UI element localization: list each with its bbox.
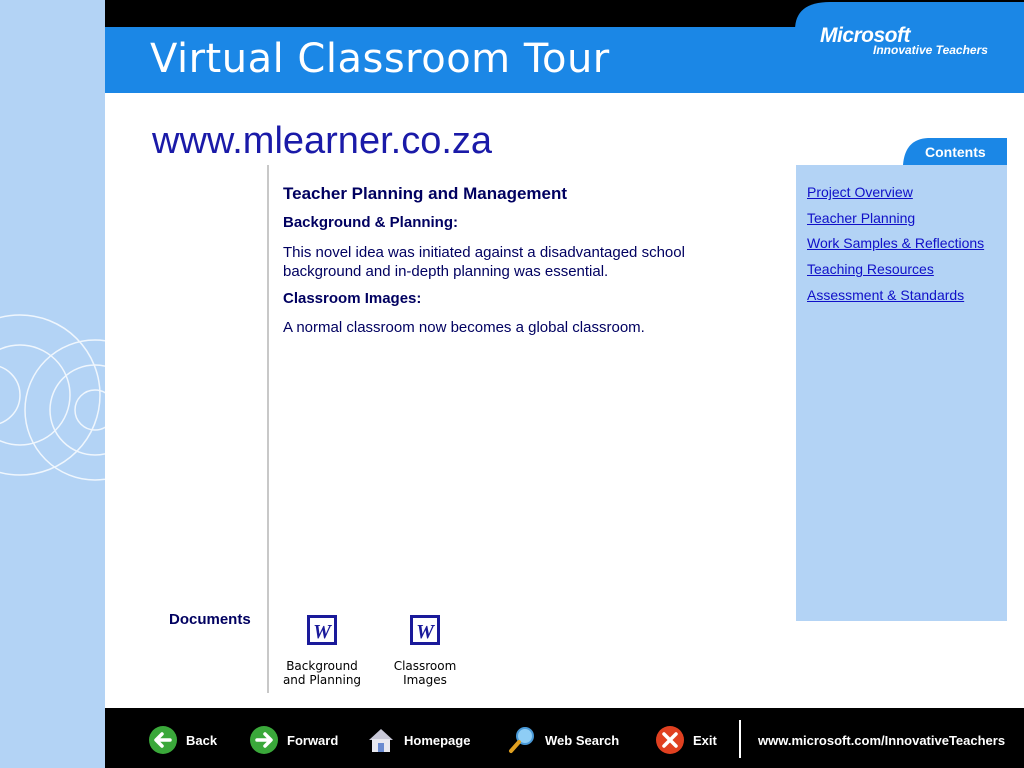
homepage-button[interactable] xyxy=(366,722,470,758)
word-document-icon xyxy=(306,614,338,646)
nav-link-teaching-resources[interactable]: Teaching Resources xyxy=(807,261,934,277)
document-label-line2: and Planning xyxy=(282,673,362,687)
exit-button-label: Exit xyxy=(693,732,717,748)
section-title-classroom-images: Classroom Images: xyxy=(283,290,422,307)
nav-link-work-samples[interactable]: Work Samples & Reflections xyxy=(807,235,985,251)
back-button-label: Back xyxy=(186,732,218,748)
decorative-side-panel xyxy=(0,0,105,768)
forward-button-label: Forward xyxy=(287,732,339,748)
concentric-circles-decoration xyxy=(0,0,105,768)
web-search-button[interactable] xyxy=(507,722,619,758)
svg-text:W: W xyxy=(313,621,331,643)
forward-arrow-icon xyxy=(249,725,279,755)
back-button[interactable] xyxy=(148,722,217,758)
web-search-button-label: Web Search xyxy=(545,732,620,748)
forward-button[interactable] xyxy=(249,722,338,758)
back-arrow-icon xyxy=(148,725,178,755)
section-title-background: Background & Planning: xyxy=(283,214,459,231)
microsoft-innovative-teachers-link[interactable]: www.microsoft.com/InnovativeTeachers xyxy=(758,733,1006,748)
nav-link-assessment-standards[interactable]: Assessment & Standards xyxy=(807,287,965,303)
magnifier-search-icon xyxy=(507,725,537,755)
exit-button[interactable] xyxy=(655,722,717,758)
document-label-line1: Classroom Images xyxy=(393,659,457,687)
documents-label: Documents xyxy=(169,611,251,628)
site-url-heading: www.mlearner.co.za xyxy=(152,120,493,162)
nav-link-teacher-planning[interactable]: Teacher Planning xyxy=(807,210,916,226)
svg-text:W: W xyxy=(416,621,434,643)
microsoft-logo: Microsoft xyxy=(820,24,910,47)
document-classroom-images[interactable] xyxy=(375,614,475,687)
page-title: Virtual Classroom Tour xyxy=(150,36,610,82)
innovative-teachers-subtitle: Innovative Teachers xyxy=(873,43,988,57)
nav-link-project-overview[interactable]: Project Overview xyxy=(807,184,913,200)
section-text-classroom-images: A normal classroom now becomes a global classroom. xyxy=(283,319,645,336)
section-text-background: This novel idea was initiated against a disadvantaged school background and in-depth planning was essential. xyxy=(283,244,685,280)
main-heading: Teacher Planning and Management xyxy=(283,184,568,203)
contents-tab-label: Contents xyxy=(925,144,986,160)
document-background-planning[interactable] xyxy=(272,614,372,687)
exit-close-icon xyxy=(655,725,685,755)
document-label-line1: Background xyxy=(286,659,358,673)
home-icon xyxy=(366,725,396,755)
homepage-button-label: Homepage xyxy=(404,732,471,748)
bottom-bar-separator xyxy=(739,720,741,758)
content-divider xyxy=(267,165,269,693)
contents-panel xyxy=(796,165,1007,621)
word-document-icon xyxy=(409,614,441,646)
